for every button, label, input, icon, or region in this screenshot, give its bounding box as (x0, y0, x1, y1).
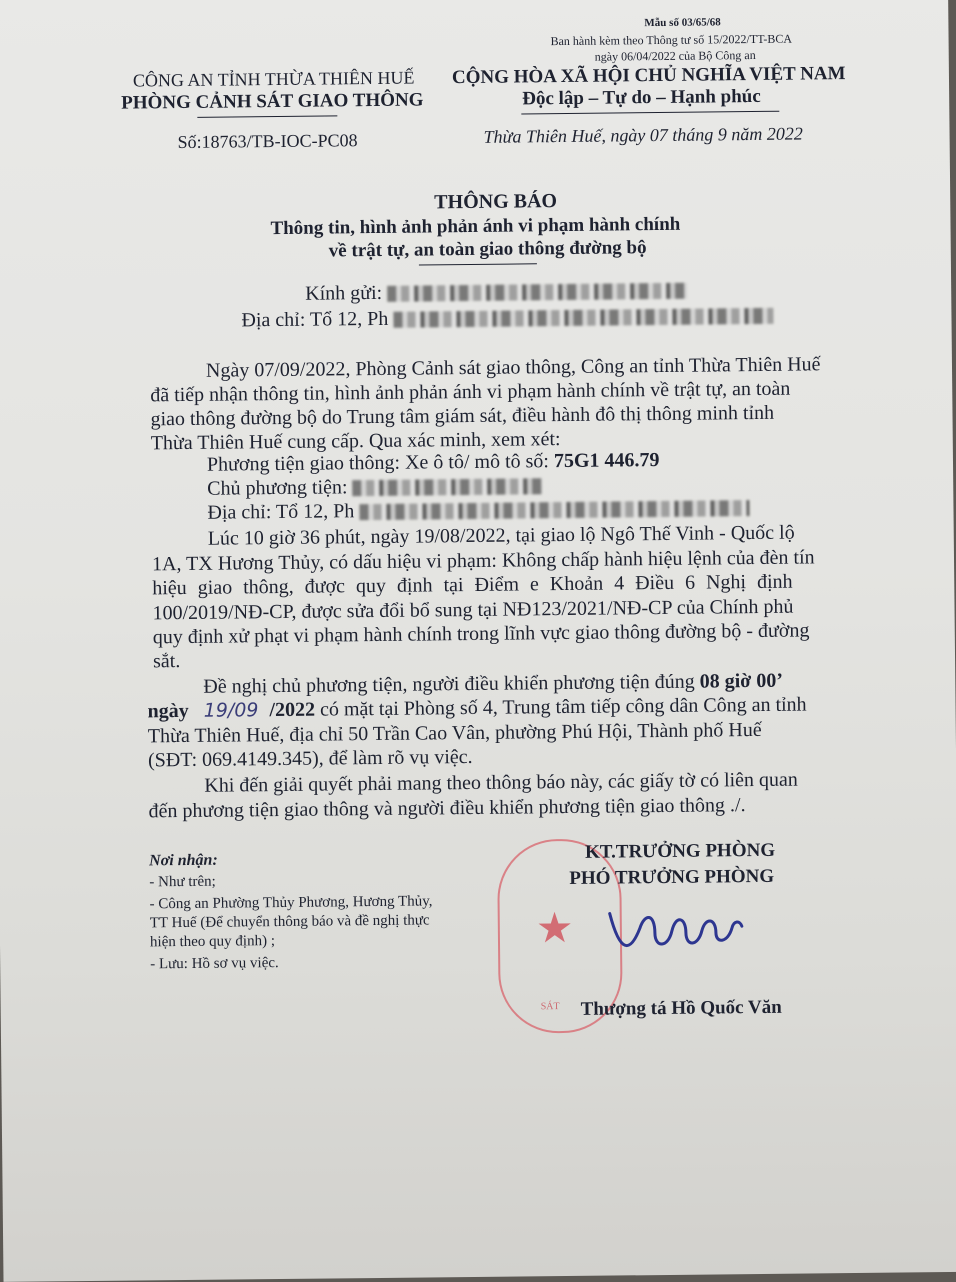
handwritten-date: 19/09 (203, 699, 259, 722)
documents-line-2: đến phương tiện giao thông và người điều khiển phương tiện giao thông ./. (148, 794, 746, 823)
redacted-recipient-name (387, 283, 687, 302)
recipients-title: Nơi nhận: (149, 851, 218, 870)
redacted-owner-name (352, 479, 542, 497)
recipients-item: TT Huế (Để chuyển thông báo và đề nghị thực (149, 912, 430, 932)
owner-address-label: Địa chỉ: Tổ 12, Ph (207, 500, 355, 524)
appointment-day-label: ngày (147, 699, 189, 723)
form-code: Mẫu số 03/65/68 (644, 16, 721, 30)
form-issued-line2: ngày 06/04/2022 của Bộ Công an (594, 47, 756, 64)
owner-address-line (207, 496, 749, 525)
agency-line2: PHÒNG CẢNH SÁT GIAO THÔNG (121, 89, 424, 114)
signature-title-1: KT.TRƯỞNG PHÒNG (584, 839, 776, 863)
paragraph-1-line-3: giao thông đường bộ do Trung tâm giám sát, điều hành đô thị thông minh tỉnh (150, 401, 775, 431)
signature-title-2: PHÓ TRƯỞNG PHÒNG (569, 865, 775, 889)
request-line-1-text: Đề nghị chủ phương tiện, người điều khiển phương tiện đúng (203, 670, 695, 698)
handwritten-signature (599, 882, 750, 984)
violation-line-4: 100/2019/NĐ-CP, được sửa đổi bổ sung tại NĐ123/2021/NĐ-CP của Chính phủ (152, 595, 794, 625)
notice-subtitle-2: về trật tự, an toàn giao thông đường bộ (328, 237, 647, 262)
nation-title: CỘNG HÒA XÃ HỘI CHỦ NGHĨA VIỆT NAM (451, 63, 846, 89)
owner-label: Chủ phương tiện: (207, 476, 348, 500)
paragraph-1-line-1: Ngày 07/09/2022, Phòng Cảnh sát giao thông, Công an tỉnh Thừa Thiên Huế (205, 353, 821, 382)
recipients-item: - Lưu: Hồ sơ vụ việc. (150, 955, 279, 973)
recipients-item: - Như trên; (149, 873, 216, 891)
redacted-owner-address (359, 500, 749, 520)
request-line-4: (SĐT: 069.4149.345), để làm rõ vụ việc. (147, 745, 473, 772)
vehicle-line (207, 449, 660, 477)
owner-line (207, 474, 543, 501)
request-line-2-text: có mặt tại Phòng số 4, Trung tâm tiếp công dân Công an tỉnh (319, 693, 807, 721)
stamp-text: SÁT (540, 1001, 560, 1013)
motto-underline (521, 111, 779, 115)
nation-motto: Độc lập – Tự do – Hạnh phúc (522, 85, 761, 110)
notice-subtitle-1: Thông tin, hình ảnh phản ánh vi phạm hành chính (270, 213, 681, 240)
paragraph-1-line-4: Thừa Thiên Huế cung cấp. Qua xác minh, xem xét: (150, 428, 561, 455)
agency-line1: CÔNG AN TỈNH THỪA THIÊN HUẾ (132, 67, 415, 91)
vehicle-label: Phương tiện giao thông: Xe ô tô/ mô tô số: (206, 450, 550, 476)
agency-underline (197, 115, 337, 117)
violation-line-3: hiệu giao thông, được quy định tại Điểm e Khoản 4 Điều 6 Nghị định (152, 570, 793, 600)
place-date: Thừa Thiên Huế, ngày 07 tháng 9 năm 2022 (483, 123, 803, 147)
vehicle-plate: 75G1 446.79 (553, 449, 660, 473)
recipient-address-label: Địa chỉ: Tổ 12, Ph (241, 307, 389, 332)
recipient-address-line (241, 304, 773, 333)
request-line-3: Thừa Thiên Huế, địa chỉ 50 Trần Cao Vân, phường Phú Hội, Thành phố Huế (147, 718, 762, 748)
violation-line-5: quy định xử phạt vi phạm hành chính trong lĩnh vực giao thông đường bộ - đường (152, 619, 810, 649)
recipients-item: - Công an Phường Thủy Phương, Hương Thủy, (149, 893, 433, 913)
redacted-recipient-address (393, 308, 773, 328)
violation-line-1: Lúc 10 giờ 36 phút, ngày 19/08/2022, tại giao lộ Ngô Thế Vinh - Quốc lộ (207, 521, 795, 550)
reference-number: Số:18763/TB-IOC-PC08 (177, 130, 358, 153)
recipient-line (305, 279, 687, 306)
violation-line-6: sắt. (152, 650, 181, 673)
recipients-item: hiện theo quy định) ; (149, 933, 276, 951)
signer-name: Thượng tá Hồ Quốc Văn (580, 996, 782, 1020)
recipient-label: Kính gửi: (305, 281, 383, 305)
violation-line-2: 1A, TX Hương Thủy, có dấu hiệu vi phạm: Không chấp hành hiệu lệnh của đèn tín (151, 546, 815, 576)
paragraph-1-line-2: đã tiếp nhận thông tin, hình ảnh phản ánh vi phạm hành chính về trật tự, an toàn (150, 377, 791, 407)
appointment-time: 08 giờ 00’ (699, 669, 784, 693)
documents-line-1: Khi đến giải quyết phải mang theo thông báo này, các giấy tờ có liên quan (204, 768, 798, 797)
appointment-year: /2022 (269, 698, 316, 722)
title-underline (419, 263, 537, 265)
notice-title: THÔNG BÁO (434, 190, 558, 214)
form-issued-line1: Ban hành kèm theo Thông tư số 15/2022/TT-BCA (550, 31, 793, 49)
star-icon: ★ (535, 905, 574, 953)
